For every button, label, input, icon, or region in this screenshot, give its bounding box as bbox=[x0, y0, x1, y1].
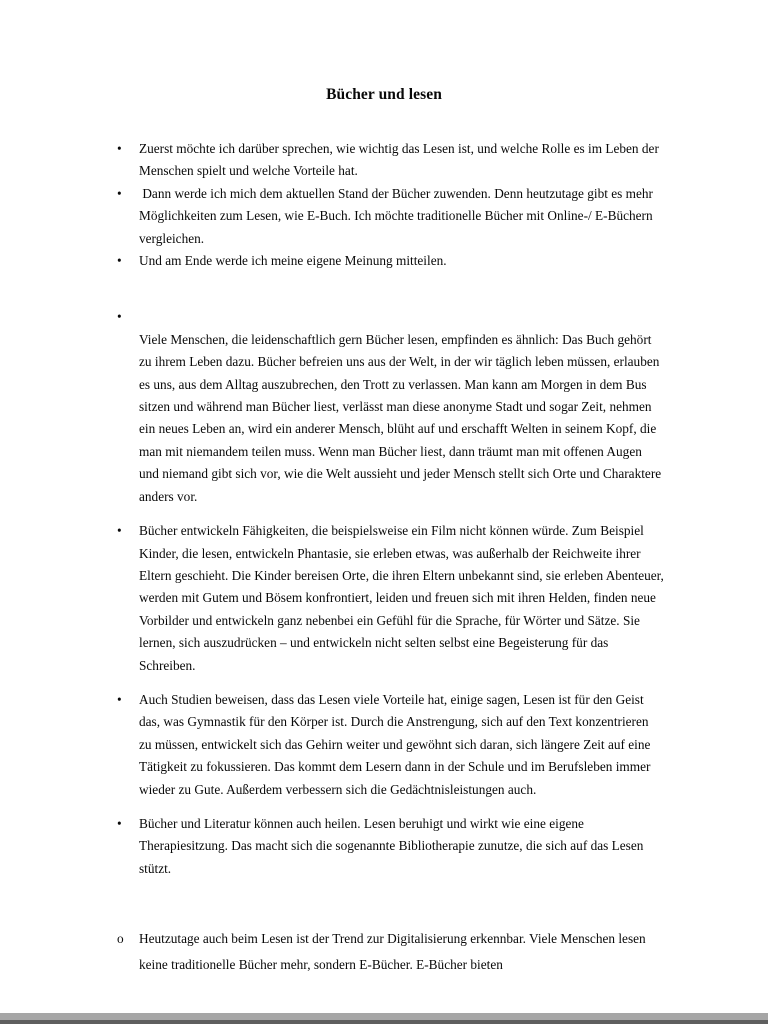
list-item bbox=[117, 138, 664, 183]
bullet-marker: • bbox=[117, 691, 122, 707]
page-edge-shadow bbox=[0, 1013, 768, 1020]
list-item-text: Auch Studien beweisen, dass das Lesen viele Vorteile hat, einige sagen, Lesen ist für den Geist das, was Gymnastik für den Körper ist. Durch die Anstrengung, sich auf den Text konzentrieren zu müssen, entwickelt sich das Gehirn weiter und gewöhnt sich daran, sich längere Zeit auf eine Tätigkeit zu fokussieren. Das kommt dem Lesern dann in der Schule und im Berufsleben immer wieder zu Gute. Außerdem verbessern sich die Gedächtnisleistungen auch. bbox=[139, 691, 654, 797]
bullet-marker: • bbox=[117, 185, 122, 201]
bullet-marker: • bbox=[117, 253, 122, 269]
viewer-background-strip bbox=[0, 1020, 768, 1024]
paragraph-text: Viele Menschen, die leidenschaftlich gern Bücher lesen, empfinden es ähnlich: Das Buch gehört zu ihrem Leben dazu. Bücher befreien uns aus der Welt, in der wir täglich leben müssen, erlauben es uns, aus dem Alltag auszubrechen, den Trott zu verlassen. Man kann am Morgen in dem Bus sitzen und während man Bücher liest, verlässt man diese anonyme Stadt und sogar Zeit, nehmen ein neues Leben an, wird ein anderer Mensch, blüht auf und erschafft Welten in seinem Kopf, die man mit niemandem teilen muss. Wenn man Bücher liest, dann träumt man mit offenen Augen und niemand gibt sich vor, wie die Welt aussieht und jeder Mensch stellt sich Orte und Charaktere anders vor. bbox=[139, 331, 665, 504]
list-item bbox=[117, 250, 664, 272]
list-item bbox=[117, 183, 664, 250]
bullet-marker: • bbox=[117, 141, 122, 156]
bullet-marker: • bbox=[117, 815, 122, 831]
list-item-o-marker bbox=[117, 926, 664, 978]
list-item-text: Heutzutage auch beim Lesen ist der Trend zur Digitalisierung erkennbar. Viele Menschen lesen keine traditionelle Bücher mehr, sondern E-Bücher. E-Bücher bieten bbox=[139, 931, 649, 973]
list-item-empty-bullet bbox=[117, 306, 664, 328]
document-body bbox=[0, 138, 768, 978]
list-item-text: Zuerst möchte ich darüber sprechen, wie wichtig das Lesen ist, und welche Rolle es im Leben der Menschen spielt und welche Vorteile hat. bbox=[139, 141, 663, 179]
list-item-text: Bücher und Literatur können auch heilen. Lesen beruhigt und wirkt wie eine eigene Therapiesitzung. Das macht sich die sogenannte Bibliotherapie zunutze, die sich auf das Lesen stützt. bbox=[139, 815, 647, 876]
bullet-marker: • bbox=[117, 309, 122, 325]
list-item bbox=[117, 689, 664, 801]
list-item bbox=[117, 813, 664, 880]
bullet-marker: • bbox=[117, 523, 122, 539]
o-marker: o bbox=[117, 931, 124, 947]
list-item-text: Bücher entwickeln Fähigkeiten, die beispielsweise ein Film nicht können würde. Zum Beispiel Kinder, die lesen, entwickeln Phantasie, sie erleben etwas, was außerhalb der Reichweite ihrer Eltern geschieht. Die Kinder bereisen Orte, die ihren Eltern unbekannt sind, sie erleben Abenteuer, werden mit Gutem und Bösem konfrontiert, leiden und freuen sich mit ihren Helden, finden neue Vorbilder und entwickeln ganz nebenbei ein Gefühl für die Sprache, für Wörter und Sätze. Sie lernen, sich auszudrücken – und entwickeln nicht selten selbst eine Begeisterung für das Schreiben. bbox=[139, 523, 668, 673]
page-bottom-edge bbox=[0, 1013, 768, 1024]
paragraph-item bbox=[117, 329, 664, 508]
list-item-text: Und am Ende werde ich meine eigene Meinung mitteilen. bbox=[139, 253, 447, 269]
document-title: Bücher und lesen bbox=[326, 86, 442, 103]
list-item bbox=[117, 520, 668, 677]
list-item-text: Dann werde ich mich dem aktuellen Stand der Bücher zuwenden. Denn heutzutage gibt es mehr Möglichkeiten zum Lesen, wie E-Buch. Ich möchte traditionelle Bücher mit Online-/ E-Büchern vergleichen. bbox=[139, 185, 657, 246]
